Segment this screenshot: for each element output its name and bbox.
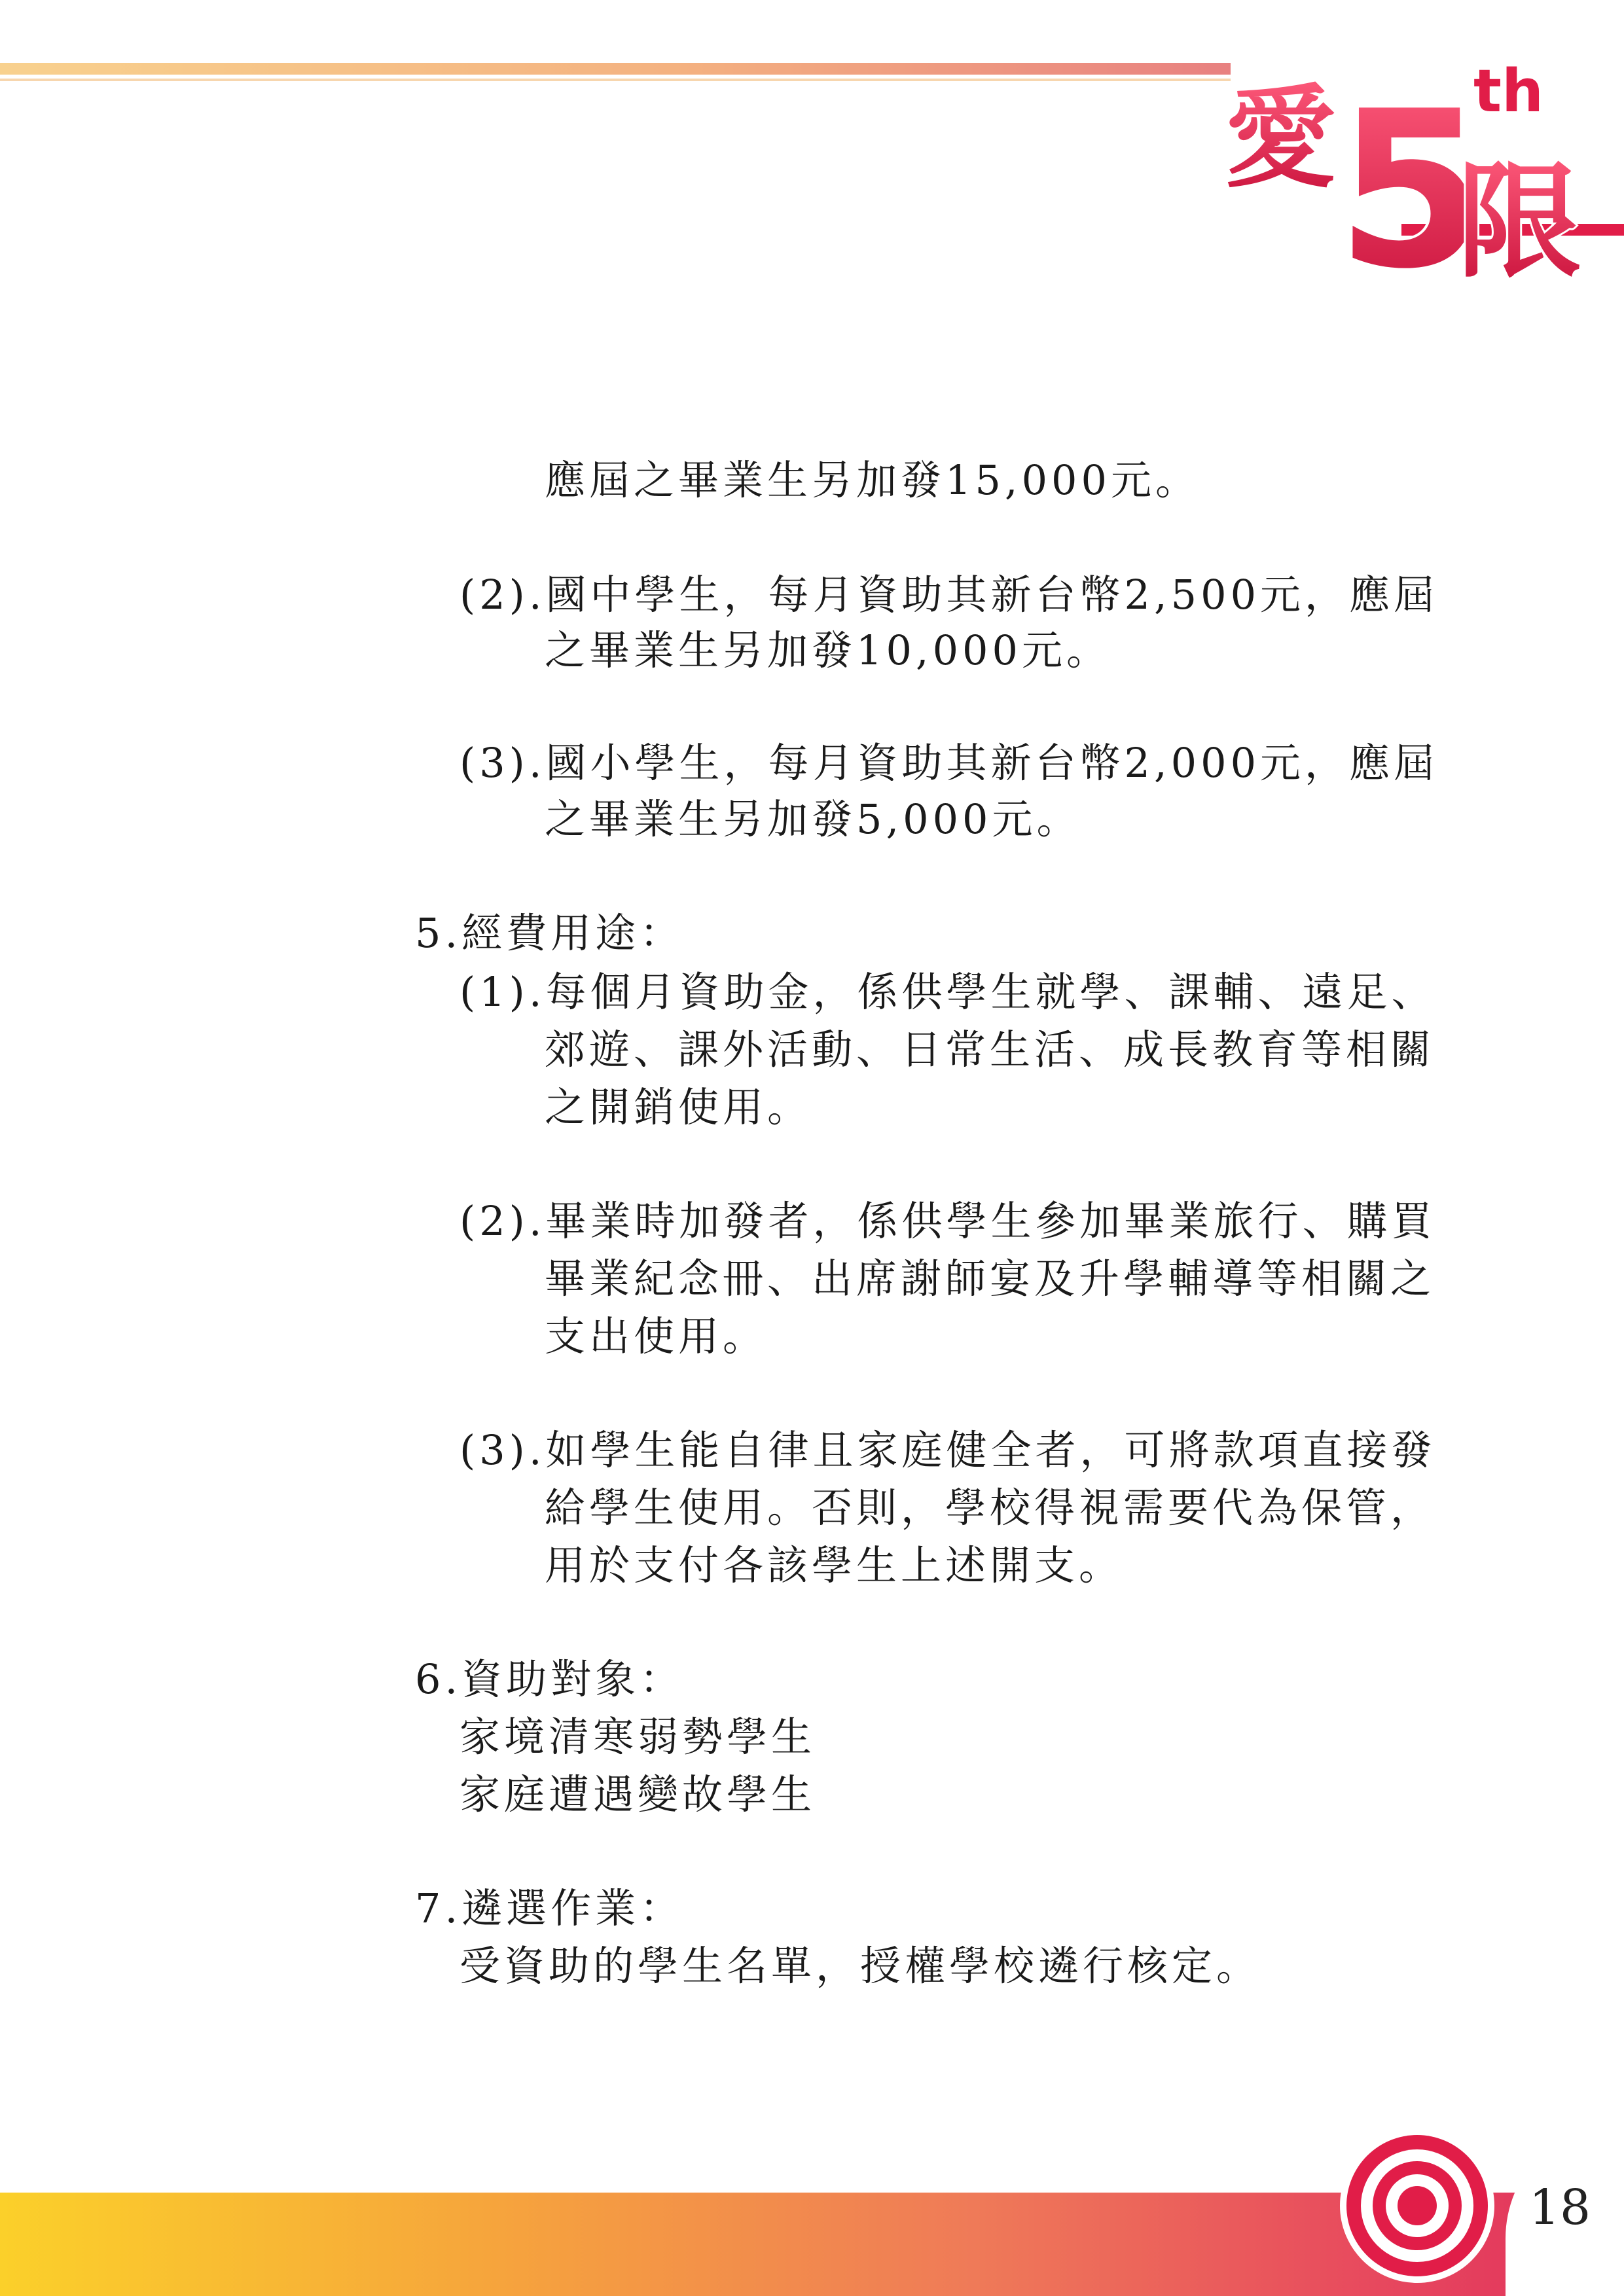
text-line: 給學生使用。否則，學校得視需要代為保管， [545,1484,1435,1532]
section-heading: 6.資助對象： [415,1655,685,1703]
target-icon [1335,2124,1499,2287]
text-line: 用於支付各該學生上述開支。 [545,1541,1124,1589]
logo-char-five: 5 [1336,65,1487,301]
text-line: 畢業紀念冊、出席謝師宴及升學輔導等相關之 [545,1255,1435,1302]
logo-superscript: th [1473,57,1544,126]
list-item: (2).畢業時加發者，係供學生參加畢業旅行、購買 [460,1197,1436,1245]
page-number: 18 [1528,2179,1591,2236]
text-line: 郊遊、課外活動、日常生活、成長教育等相關 [545,1026,1435,1073]
text-line: 家庭遭遇變故學生 [460,1770,816,1818]
text-line: 支出使用。 [545,1312,768,1360]
section-heading: 5.經費用途： [415,909,685,957]
text-line: 應屆之畢業生另加發15,000元。 [545,456,1200,504]
list-item: (3).如學生能自律且家庭健全者，可將款項直接發 [460,1426,1436,1474]
logo-char-xian: 限 [1457,150,1582,295]
logo-char-ai: 愛 [1225,74,1337,204]
text-line: 之開銷使用。 [545,1083,812,1131]
text-line: 家境清寒弱勢學生 [460,1713,816,1761]
text-line: 之畢業生另加發10,000元。 [545,626,1111,674]
list-item: (1).每個月資助金，係供學生就學、課輔、遠足、 [460,968,1436,1016]
list-item: (3).國小學生，每月資助其新台幣2,000元，應屆 [460,739,1439,787]
section-heading: 7.遴選作業： [415,1884,685,1932]
text-line: 之畢業生另加發5,000元。 [545,795,1081,843]
text-line: 受資助的學生名單，授權學校遴行核定。 [460,1942,1261,1990]
list-item: (2).國中學生，每月資助其新台幣2,500元，應屆 [460,571,1439,619]
